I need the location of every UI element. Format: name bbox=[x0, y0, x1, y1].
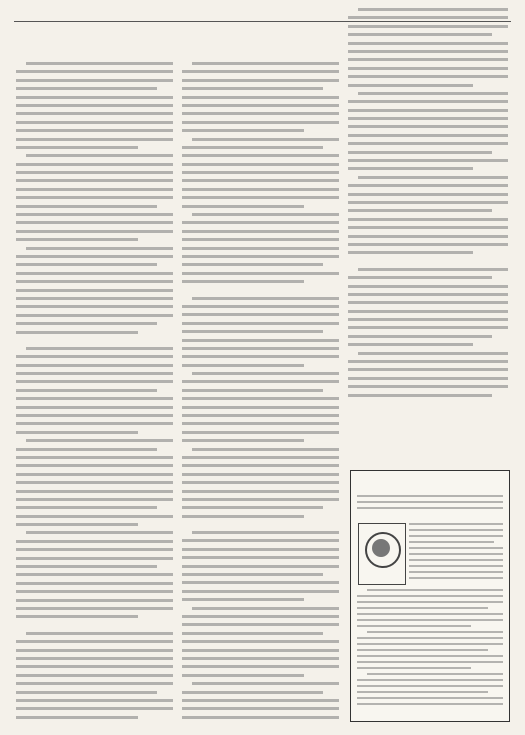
text-line bbox=[182, 129, 304, 132]
text-line bbox=[348, 25, 508, 28]
advertisement-body-text bbox=[357, 589, 503, 715]
text-line bbox=[348, 58, 508, 61]
text-line bbox=[16, 138, 173, 141]
paragraph-gap bbox=[182, 289, 339, 297]
text-line bbox=[182, 347, 339, 350]
text-line bbox=[192, 607, 339, 610]
text-line bbox=[182, 255, 339, 258]
text-line bbox=[16, 682, 173, 685]
text-line bbox=[16, 716, 138, 719]
text-line bbox=[182, 380, 339, 383]
text-line bbox=[357, 495, 503, 497]
text-line bbox=[16, 599, 173, 602]
text-line bbox=[182, 632, 323, 635]
text-line bbox=[182, 87, 323, 90]
text-line bbox=[182, 154, 339, 157]
text-line bbox=[16, 431, 138, 434]
text-line bbox=[348, 394, 492, 397]
text-line bbox=[182, 280, 304, 283]
text-line bbox=[16, 657, 173, 660]
text-line bbox=[16, 70, 173, 73]
text-line bbox=[16, 498, 173, 501]
text-line bbox=[182, 272, 339, 275]
text-line bbox=[182, 121, 339, 124]
text-line bbox=[16, 515, 173, 518]
text-line bbox=[192, 62, 339, 65]
text-line bbox=[348, 218, 508, 221]
text-line bbox=[192, 372, 339, 375]
text-line bbox=[192, 531, 339, 534]
text-line bbox=[357, 655, 503, 657]
text-line bbox=[182, 707, 339, 710]
text-line bbox=[409, 565, 503, 567]
text-line bbox=[409, 559, 503, 561]
text-line bbox=[16, 322, 157, 325]
text-line bbox=[182, 691, 323, 694]
text-line bbox=[182, 70, 339, 73]
text-line bbox=[357, 691, 488, 693]
text-line bbox=[182, 716, 339, 719]
text-line bbox=[348, 100, 508, 103]
text-line bbox=[16, 188, 173, 191]
text-line bbox=[192, 448, 339, 451]
text-line bbox=[182, 196, 339, 199]
text-line bbox=[16, 121, 173, 124]
text-line bbox=[348, 310, 508, 313]
text-line bbox=[348, 377, 508, 380]
text-line bbox=[182, 490, 339, 493]
text-line bbox=[16, 414, 173, 417]
text-line bbox=[348, 117, 508, 120]
text-line bbox=[409, 541, 494, 543]
text-line bbox=[26, 347, 173, 350]
text-line bbox=[16, 171, 173, 174]
text-line bbox=[16, 707, 173, 710]
text-line bbox=[182, 456, 339, 459]
text-line bbox=[182, 179, 339, 182]
text-line bbox=[16, 112, 173, 115]
text-line bbox=[16, 607, 173, 610]
article-title bbox=[14, 30, 344, 44]
text-line bbox=[348, 134, 508, 137]
text-line bbox=[192, 213, 339, 216]
text-line bbox=[358, 92, 508, 95]
text-line bbox=[16, 305, 173, 308]
text-line bbox=[182, 96, 339, 99]
text-line bbox=[409, 547, 503, 549]
text-column-2 bbox=[182, 62, 339, 721]
text-line bbox=[26, 632, 173, 635]
text-line bbox=[16, 490, 173, 493]
text-line bbox=[16, 104, 173, 107]
text-line bbox=[182, 263, 323, 266]
text-line bbox=[182, 339, 339, 342]
text-line bbox=[16, 146, 138, 149]
text-line bbox=[348, 125, 508, 128]
text-line bbox=[26, 247, 173, 250]
text-line bbox=[182, 548, 339, 551]
text-line bbox=[16, 289, 173, 292]
text-line bbox=[16, 163, 173, 166]
paragraph-gap bbox=[16, 339, 173, 347]
advertisement-box bbox=[350, 470, 510, 722]
text-line bbox=[16, 590, 173, 593]
text-line bbox=[182, 247, 339, 250]
text-line bbox=[182, 322, 339, 325]
text-line bbox=[348, 16, 508, 19]
text-line bbox=[367, 589, 503, 591]
text-line bbox=[348, 50, 508, 53]
text-line bbox=[182, 163, 339, 166]
text-line bbox=[348, 201, 508, 204]
text-line bbox=[357, 679, 503, 681]
text-line bbox=[348, 318, 508, 321]
text-line bbox=[182, 473, 339, 476]
text-line bbox=[348, 243, 508, 246]
text-line bbox=[182, 205, 304, 208]
text-line bbox=[16, 372, 173, 375]
text-line bbox=[357, 601, 503, 603]
text-line bbox=[16, 699, 173, 702]
text-line bbox=[348, 167, 473, 170]
text-line bbox=[16, 213, 173, 216]
text-line bbox=[26, 154, 173, 157]
text-line bbox=[16, 548, 173, 551]
text-line bbox=[16, 331, 138, 334]
text-line bbox=[16, 582, 173, 585]
text-line bbox=[16, 263, 157, 266]
text-line bbox=[16, 506, 157, 509]
text-line bbox=[409, 571, 503, 573]
text-line bbox=[409, 529, 503, 531]
text-line bbox=[348, 151, 492, 154]
text-line bbox=[26, 531, 173, 534]
text-line bbox=[182, 79, 339, 82]
text-line bbox=[26, 62, 173, 65]
text-line bbox=[348, 75, 508, 78]
text-line bbox=[348, 193, 508, 196]
text-line bbox=[182, 657, 339, 660]
text-line bbox=[182, 422, 339, 425]
text-line bbox=[357, 667, 471, 669]
text-line bbox=[16, 523, 138, 526]
text-line bbox=[16, 230, 173, 233]
text-line bbox=[357, 507, 503, 509]
text-line bbox=[348, 33, 492, 36]
text-line bbox=[182, 674, 304, 677]
text-line bbox=[348, 326, 508, 329]
text-line bbox=[182, 539, 339, 542]
paragraph-gap bbox=[182, 523, 339, 531]
text-line bbox=[182, 481, 339, 484]
text-line bbox=[182, 389, 323, 392]
text-line bbox=[16, 389, 157, 392]
text-line bbox=[357, 637, 503, 639]
text-line bbox=[182, 590, 339, 593]
text-line bbox=[16, 380, 173, 383]
text-line bbox=[367, 631, 503, 633]
text-line bbox=[16, 665, 173, 668]
text-line bbox=[357, 501, 503, 503]
text-line bbox=[358, 8, 508, 11]
text-line bbox=[358, 268, 508, 271]
text-line bbox=[182, 414, 339, 417]
text-line bbox=[16, 179, 173, 182]
text-line bbox=[182, 104, 339, 107]
text-line bbox=[348, 276, 492, 279]
text-line bbox=[182, 221, 339, 224]
text-line bbox=[16, 397, 173, 400]
text-line bbox=[182, 515, 304, 518]
text-line bbox=[357, 685, 503, 687]
text-line bbox=[16, 272, 173, 275]
text-line bbox=[409, 577, 503, 579]
text-line bbox=[357, 595, 503, 597]
text-line bbox=[16, 205, 157, 208]
text-line bbox=[182, 598, 304, 601]
text-line bbox=[409, 553, 503, 555]
text-line bbox=[16, 255, 173, 258]
text-line bbox=[182, 313, 339, 316]
text-line bbox=[182, 146, 323, 149]
text-line bbox=[348, 385, 508, 388]
text-line bbox=[192, 297, 339, 300]
text-line bbox=[16, 422, 173, 425]
text-line bbox=[182, 573, 323, 576]
text-line bbox=[182, 431, 339, 434]
advertisement-subtitle-text bbox=[357, 495, 503, 517]
text-line bbox=[182, 238, 339, 241]
text-line bbox=[16, 79, 173, 82]
seal-icon bbox=[358, 523, 406, 585]
text-line bbox=[182, 498, 339, 501]
text-line bbox=[182, 506, 323, 509]
text-line bbox=[348, 42, 508, 45]
text-line bbox=[26, 439, 173, 442]
text-line bbox=[182, 556, 339, 559]
text-line bbox=[367, 673, 503, 675]
text-line bbox=[16, 355, 173, 358]
text-line bbox=[16, 238, 138, 241]
text-line bbox=[357, 607, 488, 609]
text-line bbox=[348, 142, 508, 145]
text-line bbox=[16, 691, 157, 694]
paragraph-gap bbox=[348, 260, 508, 268]
text-line bbox=[348, 301, 508, 304]
text-line bbox=[182, 406, 339, 409]
text-line bbox=[16, 640, 173, 643]
text-line bbox=[357, 619, 503, 621]
text-line bbox=[16, 314, 173, 317]
text-line bbox=[348, 360, 508, 363]
text-line bbox=[16, 649, 173, 652]
text-line bbox=[357, 625, 471, 627]
article-subtitle bbox=[14, 48, 344, 58]
text-line bbox=[182, 355, 339, 358]
text-line bbox=[357, 649, 488, 651]
text-line bbox=[16, 456, 173, 459]
text-column-3 bbox=[348, 8, 508, 428]
text-line bbox=[409, 535, 503, 537]
text-line bbox=[182, 615, 339, 618]
text-line bbox=[182, 665, 339, 668]
text-line bbox=[16, 464, 173, 467]
paragraph-gap bbox=[16, 624, 173, 632]
text-line bbox=[348, 109, 508, 112]
text-line bbox=[192, 682, 339, 685]
text-column-1 bbox=[16, 62, 173, 721]
text-line bbox=[182, 305, 339, 308]
text-line bbox=[357, 661, 503, 663]
text-line bbox=[357, 703, 503, 705]
text-line bbox=[182, 171, 339, 174]
text-line bbox=[182, 623, 339, 626]
text-line bbox=[182, 330, 323, 333]
text-line bbox=[348, 67, 508, 70]
text-line bbox=[16, 540, 173, 543]
text-line bbox=[16, 674, 173, 677]
text-line bbox=[182, 464, 339, 467]
text-line bbox=[16, 406, 173, 409]
text-line bbox=[348, 293, 508, 296]
text-line bbox=[182, 397, 339, 400]
text-line bbox=[16, 129, 173, 132]
text-line bbox=[182, 230, 339, 233]
text-line bbox=[16, 473, 173, 476]
advertisement-side-text bbox=[409, 523, 503, 583]
text-line bbox=[358, 352, 508, 355]
text-line bbox=[348, 285, 508, 288]
text-line bbox=[16, 87, 157, 90]
text-line bbox=[182, 649, 339, 652]
text-line bbox=[348, 84, 473, 87]
text-line bbox=[192, 138, 339, 141]
text-line bbox=[348, 251, 473, 254]
text-line bbox=[16, 481, 173, 484]
text-line bbox=[182, 581, 339, 584]
text-line bbox=[357, 643, 503, 645]
text-line bbox=[16, 565, 157, 568]
text-line bbox=[16, 196, 173, 199]
text-line bbox=[16, 280, 173, 283]
text-line bbox=[16, 297, 173, 300]
text-line bbox=[348, 226, 508, 229]
text-line bbox=[16, 448, 157, 451]
text-line bbox=[409, 523, 503, 525]
text-line bbox=[357, 613, 503, 615]
text-line bbox=[16, 573, 173, 576]
text-line bbox=[16, 221, 173, 224]
text-line bbox=[16, 96, 173, 99]
text-line bbox=[16, 615, 138, 618]
text-line bbox=[182, 188, 339, 191]
text-line bbox=[182, 640, 339, 643]
text-line bbox=[358, 176, 508, 179]
text-line bbox=[348, 184, 508, 187]
text-line bbox=[348, 335, 492, 338]
text-line bbox=[182, 364, 304, 367]
text-line bbox=[348, 159, 508, 162]
text-line bbox=[16, 557, 173, 560]
text-line bbox=[348, 209, 492, 212]
text-line bbox=[348, 368, 508, 371]
text-line bbox=[182, 112, 339, 115]
text-line bbox=[357, 697, 503, 699]
text-line bbox=[16, 364, 173, 367]
text-line bbox=[348, 235, 508, 238]
text-line bbox=[348, 343, 473, 346]
text-line bbox=[182, 439, 304, 442]
text-line bbox=[182, 565, 339, 568]
text-line bbox=[182, 699, 339, 702]
